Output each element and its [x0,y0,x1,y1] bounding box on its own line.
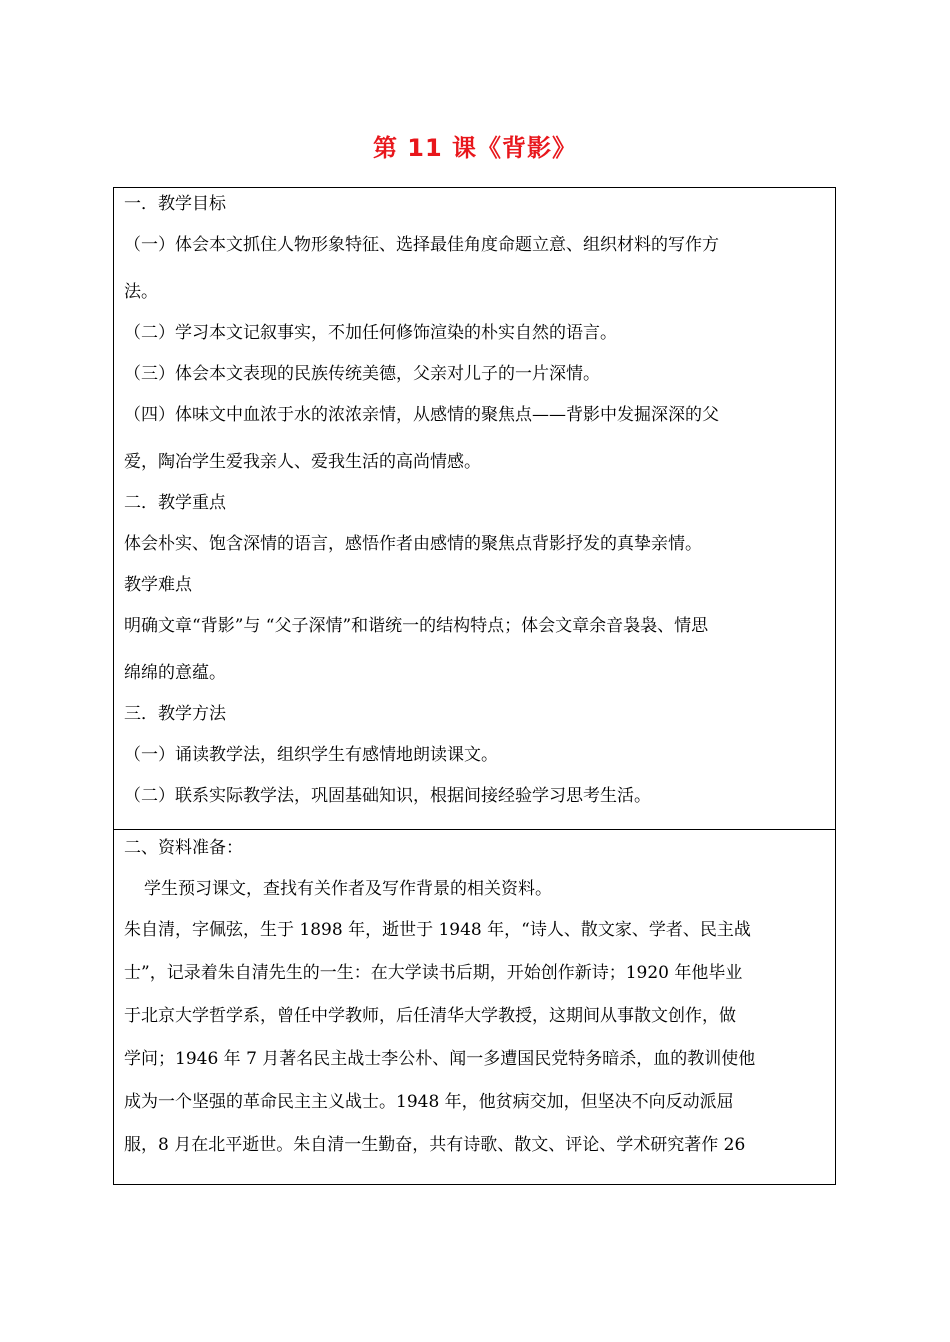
paragraph-line: 明确文章“背影”与 “父子深情”和谐统一的结构特点；体会文章余音袅袅、情思 [124,616,709,636]
paragraph-line: 朱自清，字佩弦，生于 1898 年，逝世于 1948 年，“诗人、散文家、学者、民主战 [124,920,751,940]
section-heading-materials: 二、资料准备： [124,838,243,858]
materials-cell [114,830,836,1185]
paragraph-line: 爱，陶冶学生爱我亲人、爱我生活的高尚情感。 [124,452,481,472]
paragraph-line: 士”，记录着朱自清先生的一生：在大学读书后期，开始创作新诗；1920 年他毕业 [124,963,743,983]
section-heading-difficulties: 教学难点 [124,575,192,595]
table-row [114,830,836,1185]
paragraph-line: 服，8 月在北平逝世。朱自清一生勤奋，共有诗歌、散文、评论、学术研究著作 26 [124,1135,746,1155]
lesson-plan-table [113,187,836,1185]
section-heading-objectives: 一．教学目标 [124,194,226,214]
paragraph-line: 学问；1946 年 7 月著名民主战士李公朴、闻一多遭国民党特务暗杀，血的教训使他 [124,1049,756,1069]
paragraph-line: （三）体会本文表现的民族传统美德，父亲对儿子的一片深情。 [124,364,600,384]
table-row [114,188,836,830]
objectives-cell [114,188,836,830]
paragraph-line: 法。 [124,282,158,302]
paragraph-line: 学生预习课文，查找有关作者及写作背景的相关资料。 [144,879,552,899]
paragraph-line: 于北京大学哲学系，曾任中学教师，后任清华大学教授，这期间从事散文创作，做 [124,1006,736,1026]
paragraph-line: 绵绵的意蕴。 [124,663,226,683]
page-title: 第 11 课《背影》 [372,134,578,162]
paragraph-line: （一）诵读教学法，组织学生有感情地朗读课文。 [124,745,498,765]
paragraph-line: （一）体会本文抓住人物形象特征、选择最佳角度命题立意、组织材料的写作方 [124,235,719,255]
paragraph-line: （二）联系实际教学法，巩固基础知识，根据间接经验学习思考生活。 [124,786,651,806]
paragraph-line: 体会朴实、饱含深情的语言，感悟作者由感情的聚焦点背影抒发的真挚亲情。 [124,534,702,554]
paragraph-line: （二）学习本文记叙事实，不加任何修饰渲染的朴实自然的语言。 [124,323,617,343]
paragraph-line: （四）体味文中血浓于水的浓浓亲情，从感情的聚焦点——背影中发掘深深的父 [124,405,719,425]
section-heading-key-points: 二．教学重点 [124,493,226,513]
paragraph-line: 成为一个坚强的革命民主主义战士。1948 年，他贫病交加，但坚决不向反动派屈 [124,1092,734,1112]
section-heading-methods: 三．教学方法 [124,704,226,724]
